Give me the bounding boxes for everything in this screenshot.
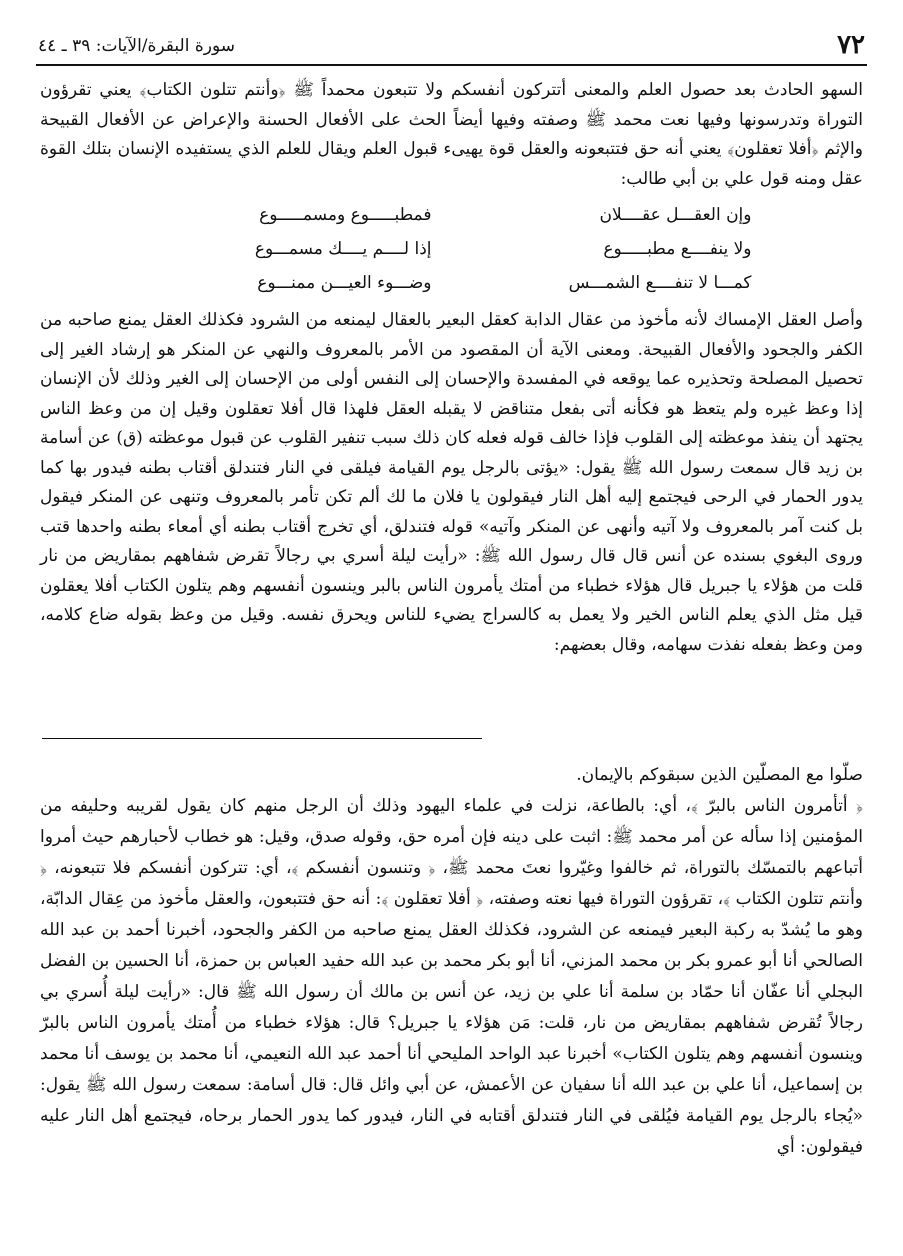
footnote-paragraph: صلّوا مع المصلّين الذين سبقوكم بالإيمان. [576, 765, 863, 785]
footnote-text [40, 760, 863, 1163]
poem-verse [152, 266, 752, 300]
poem-verse [152, 232, 752, 266]
footnote-divider [42, 738, 482, 739]
poem-first-hemistich: كمـــا لا تنفــــع الشمـــس [568, 273, 752, 293]
poem-verse [152, 198, 752, 232]
poem-first-hemistich: وإن العقـــل عقــــلان [599, 205, 752, 225]
page-number: ٧٢ [837, 30, 865, 60]
footnote-paragraph: ﴿ أتأمرون الناس بالبرّ ﴾، أي: بالطاعة، نزلت في علماء اليهود وذلك أن الرجل منهم كان يقول لقريبه وحليفه من المؤمنين إذا سأله عن أمر محمد ﷺ: اثبت على دينه فإن أمره حق، وقوله صدق، وقيل: هو خطاب لأحبارهم حيث أمروا أتباعهم بالتمسّك بالتوراة، ثم خالفوا وغيّروا نعتَ محمد ﷺ، ﴿ وتنسون أنفسكم ﴾، أي: تتركون أنفسكم فلا تتبعونه، ﴿ وأنتم تتلون الكتاب ﴾، تقرؤون التوراة فيها نعته وصفته، ﴿ أفلا تعقلون ﴾: أنه حق فتتبعون، والعقل مأخوذ من عِقال الدابّة، وهو ما يُشدّ به ركبة البعير فيمنعه عن الشرود، فكذلك العقل يمنع صاحبه من الكفر والجحود، أخبرنا أحمد بن عبد الله الصالحي أنا أبو عمرو بكر بن محمد المزني، أنا أبو بكر محمد بن عبد الله حفيد العباس بن حمزة، أنا الحسين بن الفضل البجلي أنا عفّان أنا حمّاد بن سلمة أنا علي بن زيد، عن أنس بن مالك أن رسول الله ﷺ قال: «رأيت ليلة أُسري بي رجالاً تُقرض شفاههم بمقاريض من نار، قلت: مَن هؤلاء يا جبريل؟ قال: هؤلاء خطباء من أُمتك يأمرون الناس بالبرّ وينسون أنفسهم وهم يتلون الكتاب» أخبرنا عبد الواحد المليحي أنا أحمد عبد الله النعيمي، أنا محمد بن يوسف أنا محمد بن إسماعيل، أنا علي بن عبد الله أنا سفيان عن الأعمش، عن أبي وائل قال: قال أسامة: سمعت رسول الله ﷺ يقول: «يُجاء بالرجل يوم القيامة فيُلقى في النار فتندلق أقتابه في النار، فيدور كما يدور الحمار برحاه، فيجتمع أهل النار عليه فيقولون: أي [40, 796, 863, 1157]
poem-second-hemistich: وضـــوء العيـــن ممنـــوع [257, 273, 432, 293]
poem-first-hemistich: ولا ينفــــع مطبـــــوع [603, 239, 752, 259]
poem-second-hemistich: فمطبـــــوع ومسمـــــوع [259, 205, 432, 225]
main-text [40, 76, 863, 660]
poem-second-hemistich: إذا لــــم يــــك مسمـــوع [254, 239, 432, 259]
chapter-title: سورة البقرة/الآيات: ٣٩ ـ ٤٤ [38, 36, 235, 56]
running-header [36, 30, 867, 66]
main-paragraph: السهو الحادث بعد حصول العلم والمعنى أتتركون أنفسكم ولا تتبعون محمداً ﷺ ﴿وأنتم تتلون الكتاب﴾ يعني تقرؤون التوراة وتدرسونها وفيها نعت محمد ﷺ وصفته وفيها أيضاً الحث على الأفعال الحسنة والإعراض عن الأفعال القبيحة والإثم ﴿أفلا تعقلون﴾ يعني أنه حق فتتبعونه والعقل قوة يهيىء قبول العلم ويقال للعلم الذي يستفيده الإنسان بتلك القوة عقل ومنه قول علي بن أبي طالب: [40, 80, 863, 189]
poem [152, 198, 752, 300]
main-paragraph: وأصل العقل الإمساك لأنه مأخوذ من عقال الدابة كعقل البعير بالعقال ليمنعه من الشرود فكذلك العقل يمنع صاحبه من الكفر والجحود والأفعال القبيحة. ومعنى الآية أن المقصود من الأمر بالمعروف والنهي عن المنكر هو إرشاد الغير إلى تحصيل المصلحة وتحذيره عما يوقعه في المفسدة والإحسان إلى النفس أولى من الإحسان إلى الغير وذلك لأن الإنسان إذا وعظ غيره ولم يتعظ هو فكأنه أتى بفعل متناقض لا يقبله العقل فلهذا قال أفلا تعقلون وقيل إن من وعظ الناس يجتهد أن ينفذ موعظته إلى القلوب فإذا خالف قوله فعله كان ذلك سبب تنفير القلوب عن قبول موعظته (ق) عن أسامة بن زيد قال سمعت رسول الله ﷺ يقول: «يؤتى بالرجل يوم القيامة فيلقى في النار فتندلق أقتاب بطنه فيدور بها كما يدور الحمار في الرحى فيجتمع إليه أهل النار فيقولون يا فلان ما لك ألم تكن تأمر بالمعروف وتنهى عن المنكر فيقول بل كنت آمر بالمعروف ولا آتيه وأنهى عن المنكر وآتيه» قوله فتندلق، أي تخرج أقتاب بطنه أي أمعاء بطنه واحدها قتب وروى البغوي بسنده عن أنس قال قال رسول الله ﷺ: «رأيت ليلة أسري بي رجالاً تقرض شفاههم بمقاريض من نار قلت من هؤلاء يا جبريل قال هؤلاء خطباء من أمتك يأمرون الناس بالبر وينسون أنفسهم وهم يتلون الكتاب أفلا يعقلون قيل مثل الذي يعلم الناس الخير ولا يعمل به كالسراج يضيء للناس ويحرق نفسه. وقيل من وعظ بقوله ضاع كلامه، ومن وعظ بفعله نفذت سهامه، وقال بعضهم: [40, 310, 863, 655]
